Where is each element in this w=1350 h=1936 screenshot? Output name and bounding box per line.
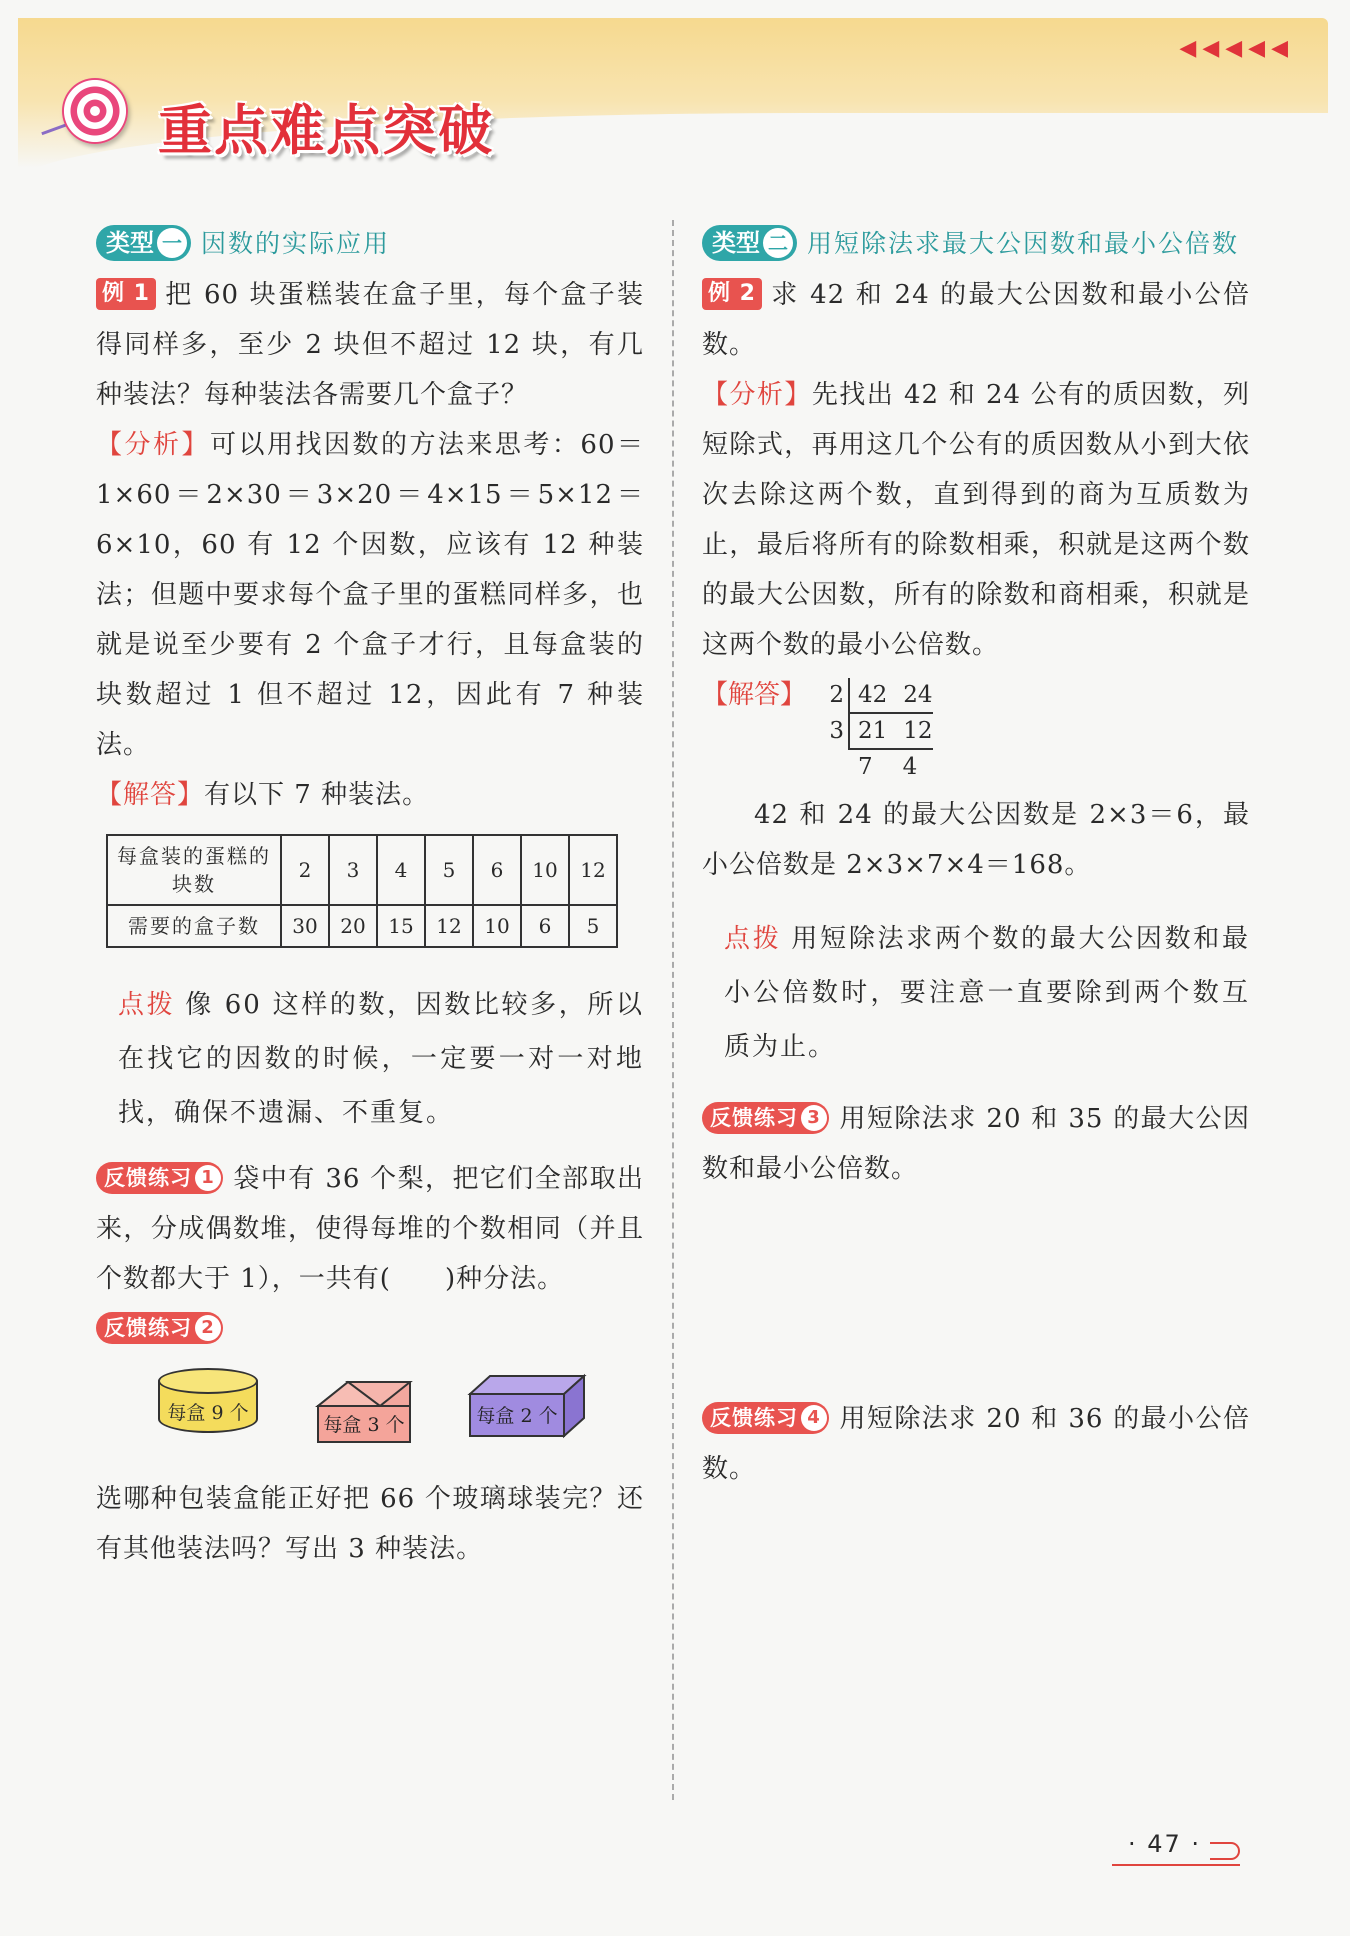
tip-text: 像 60 这样的数，因数比较多，所以在找它的因数的时候，一定要一对一对地找，确保不遗漏、不重复。 [118,990,644,1128]
feedback1 [96,1154,644,1304]
type1-title: 因数的实际应用 [201,229,391,258]
dividend: 12 [903,718,933,744]
tip-text: 用短除法求两个数的最大公因数和最小公倍数时，要注意一直要除到两个数互质为止。 [724,924,1250,1062]
page-underline [1112,1864,1240,1866]
example1-analysis [96,420,644,770]
right-column [702,218,1250,1494]
target-icon [62,78,128,144]
left-column [96,218,644,1574]
arrow-left-icon: ◀ [1202,36,1220,61]
analysis-text: 先找出 42 和 24 公有的质因数，列短除式，再用这几个公有的质因数从小到大依次去除这两个数，直到得到的商为互质数为止，最后将所有的除数相乘，积就是这两个数的最大公因数，所有的除数和商相乘，积就是这两个数的最小公倍数。 [702,380,1250,660]
feedback-badge [96,1162,223,1194]
type2-heading [702,218,1250,270]
table-cell: 2 [281,835,329,905]
table-cell: 5 [425,835,473,905]
type2-title: 用短除法求最大公因数和最小公倍数 [807,229,1240,258]
table-row [107,905,617,947]
dividend: 42 [858,682,888,708]
column-divider [672,220,674,1800]
divisor: 2 [829,682,845,708]
feedback2-heading [96,1304,644,1354]
tip2 [702,912,1250,1074]
division-row [814,678,933,714]
cylinder-box [158,1368,258,1448]
table-cell: 12 [425,905,473,947]
tip1 [96,978,644,1140]
dividend: 21 [858,718,888,744]
table-cell: 10 [521,835,569,905]
table-row-head: 每盒装的蛋糕的块数 [107,835,281,905]
feedback-badge-label: 反馈练习 [104,1316,192,1340]
answer-tag: 【解答】 [702,680,807,710]
feedback-badge-label: 反馈练习 [710,1406,798,1430]
type1-heading [96,218,644,270]
arrow-left-icon: ◀ [1179,36,1197,61]
table-cell: 12 [569,835,617,905]
feedback2-text: 选哪种包装盒能正好把 66 个玻璃球装完？还有其他装法吗？写出 3 种装法。 [96,1484,644,1564]
table-cell: 10 [473,905,521,947]
answer-tag: 【解答】 [96,780,205,810]
feedback3-text: 用短除法求 20 和 35 的最大公因数和最小公倍数。 [702,1104,1250,1184]
example1 [96,270,644,420]
packing-table [106,834,618,948]
arrow-left-icon: ◀ [1225,36,1243,61]
quotient: 4 [902,754,918,780]
divisor-empty [814,750,848,784]
type-badge-label: 类型 [106,229,154,257]
quotient: 7 [858,754,873,780]
example-badge: 例 2 [702,278,762,310]
type-badge-num: 一 [157,228,187,258]
feedback-badge-num: 4 [801,1405,827,1431]
analysis-tag: 【分析】 [96,430,210,460]
table-row-head: 需要的盒子数 [107,905,281,947]
example-badge: 例 1 [96,278,156,310]
table-cell: 3 [329,835,377,905]
analysis-text: 可以用找因数的方法来思考：60＝1×60＝2×30＝3×20＝4×15＝5×12＝6×10，60 有 12 个因数，应该有 12 种装法；但题中要求每个盒子里的蛋糕同样多，也就是说至少要有 2 个盒子才行，且每盒装的块数超过 1 但不超过 12，因此有 7 种装法。 [96,430,644,760]
example2-result: 42 和 24 的最大公因数是 2×3＝6，最小公倍数是 2×3×7×4＝168。 [702,800,1250,880]
dividends [848,714,933,750]
example2-text: 求 42 和 24 的最大公因数和最小公倍数。 [702,280,1250,360]
table-cell: 15 [377,905,425,947]
feedback3 [702,1094,1250,1194]
cuboid-box [466,1372,588,1442]
page-title: 重点难点突破 [158,99,494,162]
divisor: 3 [829,718,845,744]
page-number: · 47 · [1128,1830,1202,1858]
arrow-left-icon: ◀ [1271,36,1288,61]
type-badge-num: 二 [763,228,793,258]
cylinder-top [158,1368,258,1394]
tip-tag: 点拨 [724,924,782,954]
answer-text: 有以下 7 种装法。 [204,780,430,810]
table-cell: 6 [521,905,569,947]
table-cell: 20 [329,905,377,947]
feedback-badge-label: 反馈练习 [104,1166,192,1190]
type-badge [702,225,797,261]
example2-analysis [702,370,1250,670]
tip-tag: 点拨 [118,990,176,1020]
example1-text: 把 60 块蛋糕装在盒子里，每个盒子装得同样多，至少 2 块但不超过 12 块，有几种装法？每种装法各需要几个盒子？ [96,280,644,410]
feedback-badge-num: 3 [801,1105,827,1131]
prism-box-label: 每盒 3 个 [323,1414,405,1436]
feedback4-text: 用短除法求 20 和 36 的最小公倍数。 [702,1404,1250,1484]
package-boxes [96,1368,644,1466]
short-division [814,678,933,784]
header-arrows [1179,38,1288,60]
table-row [107,835,617,905]
example1-answer [96,770,644,820]
type-badge [96,225,191,261]
feedback1-text: 袋中有 36 个梨，把它们全部取出来，分成偶数堆，使得每堆的个数相同（并且个数都大于 1），一共有( )种分法。 [96,1164,644,1294]
feedback-badge [702,1102,829,1134]
feedback-badge-label: 反馈练习 [710,1106,798,1130]
type-badge-label: 类型 [712,229,760,257]
page-hook-decoration [1210,1842,1240,1860]
cuboid-box-label: 每盒 2 个 [476,1405,558,1427]
prism-box [312,1378,416,1448]
dividend: 24 [903,682,933,708]
example2-answer [702,670,1250,784]
feedback4 [702,1394,1250,1494]
table-cell: 5 [569,905,617,947]
quotients [848,750,917,784]
arrow-left-icon: ◀ [1248,36,1266,61]
cylinder-box-label: 每盒 9 个 [167,1402,249,1424]
table-cell: 30 [281,905,329,947]
example2 [702,270,1250,370]
division-row [814,714,933,750]
feedback-badge [96,1312,223,1344]
feedback-badge-num: 1 [195,1165,221,1191]
table-cell: 4 [377,835,425,905]
feedback-badge [702,1402,829,1434]
division-row [814,750,933,784]
feedback-badge-num: 2 [195,1315,221,1341]
dividends [848,678,933,714]
analysis-tag: 【分析】 [702,380,812,410]
table-cell: 6 [473,835,521,905]
